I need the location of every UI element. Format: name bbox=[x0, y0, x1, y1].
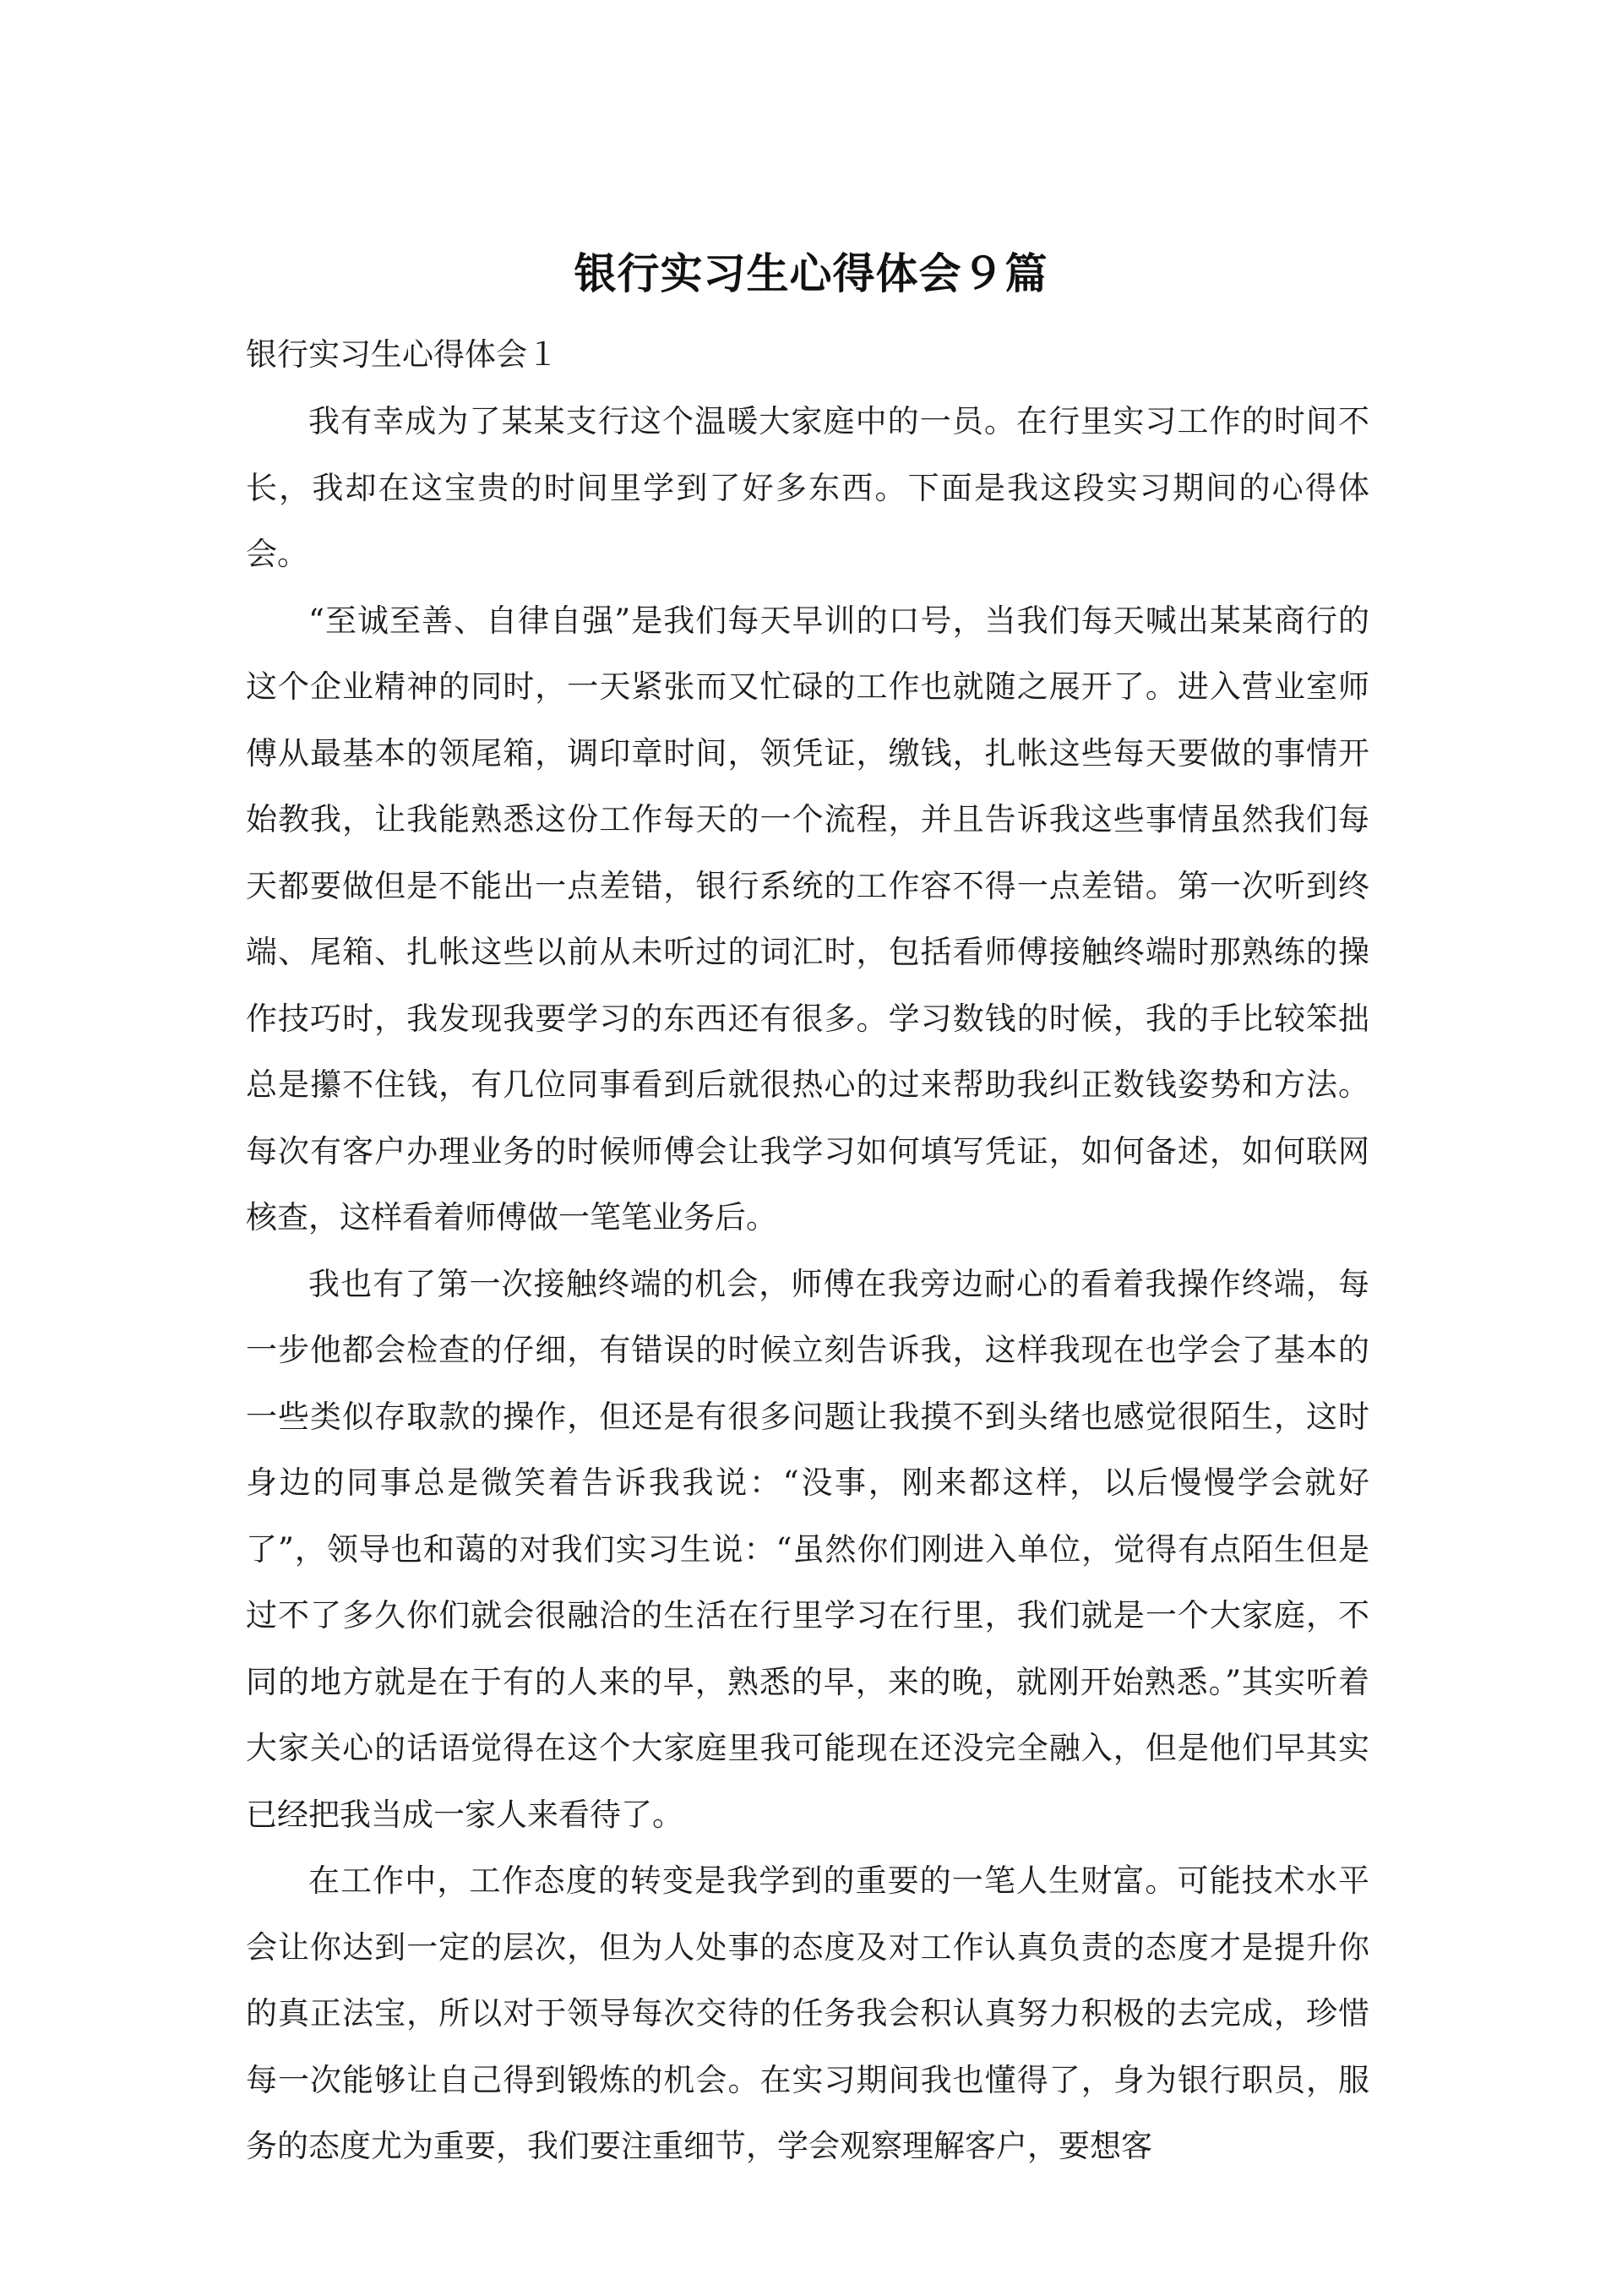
paragraph: “至诚至善、自律自强”是我们每天早训的口号，当我们每天喊出某某商行的这个企业精神的同时，一天紧张而又忙碌的工作也就随之展开了。进入营业室师傅从最基本的领尾箱，调印章时间，领凭证，缴钱，扎帐这些每天要做的事情开始教我，让我能熟悉这份工作每天的一个流程，并且告诉我这些事情虽然我们每天都要做但是不能出一点差错，银行系统的工作容不得一点差错。第一次听到终端、尾箱、扎帐这些以前从未听过的词汇时，包括看师傅接触终端时那熟练的操作技巧时，我发现我要学习的东西还有很多。学习数钱的时候，我的手比较笨拙总是攥不住钱，有几位同事看到后就很热心的过来帮助我纠正数钱姿势和方法。每次有客户办理业务的时候师傅会让我学习如何填写凭证，如何备述，如何联网核查，这样看着师傅做一笔笔业务后。 bbox=[246, 602, 1369, 1235]
paragraph: 我也有了第一次接触终端的机会，师傅在我旁边耐心的看着我操作终端，每一步他都会检查的仔细，有错误的时候立刻告诉我，这样我现在也学会了基本的一些类似存取款的操作，但还是有很多问题让我摸不到头绪也感觉很陌生，这时身边的同事总是微笑着告诉我我说：“没事，刚来都这样，以后慢慢学会就好了”，领导也和蔼的对我们实习生说：“虽然你们刚进入单位，觉得有点陌生但是过不了多久你们就会很融洽的生活在行里学习在行里，我们就是一个大家庭，不同的地方就是在于有的人来的早，熟悉的早，来的晚，就刚开始熟悉。”其实听着大家关心的话语觉得在这个大家庭里我可能现在还没完全融入，但是他们早其实已经把我当成一家人来看待了。 bbox=[246, 1265, 1369, 1833]
section-heading: 银行实习生心得体会１ bbox=[246, 336, 558, 373]
paragraph: 在工作中，工作态度的转变是我学到的重要的一笔人生财富。可能技术水平会让你达到一定的层次，但为人处事的态度及对工作认真负责的态度才是提升你的真正法宝，所以对于领导每次交待的任务我会积认真努力积极的去完成，珍惜每一次能够让自己得到锻炼的机会。在实习期间我也懂得了，身为银行职员，服务的态度尤为重要，我们要注重细节，学会观察理解客户，要想客 bbox=[246, 1862, 1369, 2164]
document-title: 银行实习生心得体会９篇 bbox=[574, 249, 1048, 298]
document-body bbox=[246, 389, 1369, 2180]
paragraph: 我有幸成为了某某支行这个温暖大家庭中的一员。在行里实习工作的时间不长，我却在这宝贵的时间里学到了好多东西。下面是我这段实习期间的心得体会。 bbox=[246, 403, 1369, 572]
